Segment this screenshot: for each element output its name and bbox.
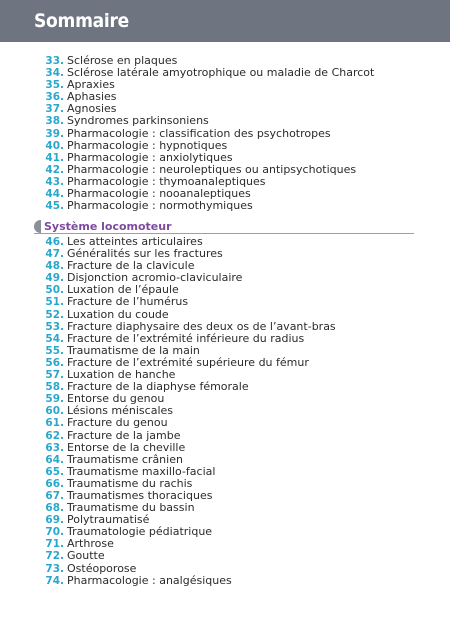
toc-entry-number: 59. [45,393,64,406]
section-divider [34,233,414,234]
toc-entry-number: 36. [45,91,64,104]
toc-entry-label: Entorse de la cheville [67,440,186,454]
toc-entry-number: 55. [45,344,64,357]
toc-entry-number: 45. [45,200,64,213]
page-header [0,0,450,42]
toc-entry-label: Pharmacologie : normothymiques [67,199,253,213]
toc-entry-label: Polytraumatisé [67,513,150,527]
toc-entry-label: Luxation de l’épaule [67,283,179,297]
toc-entry-number: 72. [45,550,64,563]
toc-entry-label: Traumatisme de la main [67,343,200,357]
toc-entry-label: Fracture diaphysaire des deux os de l’avant-bras [67,319,336,333]
toc-entry-label: Les atteintes articulaires [67,235,203,248]
toc-entry-label: Traumatismes thoraciques [67,488,213,502]
toc-entry-number: 74. [45,574,64,587]
toc-entry-label: Généralités sur les fractures [67,247,223,261]
toc-entry-label: Traumatisme du bassin [67,501,195,515]
toc-entry-number: 60. [45,405,64,418]
toc-entry-label: Fracture de l’humérus [67,295,189,309]
section-heading [34,220,414,234]
toc-entry-number: 41. [45,151,64,164]
toc-entry-label: Fracture du genou [67,416,168,430]
toc-entry-label: Aphasies [67,90,117,104]
toc-entry-label: Agnosies [67,102,117,116]
toc-entry-number: 71. [45,538,64,551]
toc-entry-label: Pharmacologie : analgésiques [67,573,232,587]
toc-entry-label: Pharmacologie : thymoanaleptiques [67,174,266,188]
toc-entry-number: 64. [45,453,64,466]
toc-entry-number: 57. [45,369,64,382]
toc-list-top [34,55,434,212]
toc-entry-number: 68. [45,502,64,515]
toc-entry-number: 73. [45,562,64,575]
toc-entry-number: 38. [45,115,64,128]
section-marker-icon [34,220,41,233]
toc-entry-number: 56. [45,356,64,369]
toc-entry-number: 52. [45,308,64,321]
toc-entry-label: Fracture de la diaphyse fémorale [67,380,249,394]
toc-entry-number: 39. [45,127,64,140]
toc-entry-label: Fracture de l’extrémité inférieure du radius [67,331,305,345]
toc-entry-number: 47. [45,248,64,261]
toc-entry-label: Pharmacologie : nooanaleptiques [67,187,251,201]
toc-entry-label: Arthrose [67,537,114,551]
toc-entry-number: 34. [45,67,64,80]
toc-entry-label: Apraxies [67,78,115,92]
page-title: Sommaire [34,10,129,32]
toc-entry-label: Pharmacologie : hypnotiques [67,138,228,152]
toc-entry-number: 35. [45,79,64,92]
toc-entry-label: Sclérose latérale amyotrophique ou maladie de Charcot [67,66,375,80]
toc-entry-number: 65. [45,465,64,478]
toc-entry[interactable] [34,575,434,587]
toc-entry-number: 33. [45,55,64,67]
toc-entry-label: Pharmacologie : neuroleptiques ou antipsychotiques [67,162,357,176]
toc-entry-label: Ostéoporose [67,561,137,575]
section-title: Système locomoteur [44,220,172,233]
toc-entry-number: 50. [45,284,64,297]
toc-entry-label: Pharmacologie : classification des psychotropes [67,126,331,140]
toc-entry-number: 54. [45,332,64,345]
toc-entry-number: 61. [45,417,64,430]
toc-entry-number: 67. [45,489,64,502]
toc-entry-number: 46. [45,236,64,248]
toc-entry-label: Fracture de l’extrémité supérieure du fémur [67,355,309,369]
toc-list-locomoteur [34,236,434,587]
toc-entry-label: Traumatisme maxillo-facial [67,464,216,478]
toc-entry-label: Disjonction acromio-claviculaire [67,271,243,285]
toc-entry-number: 48. [45,260,64,273]
toc-entry-label: Sclérose en plaques [67,54,178,67]
toc-entry-label: Fracture de la clavicule [67,259,195,273]
toc-entry-label: Traumatisme du rachis [67,476,193,490]
toc-entry-label: Fracture de la jambe [67,428,181,442]
toc-entry-label: Luxation de hanche [67,368,176,382]
toc-entry-number: 49. [45,272,64,285]
toc-entry-number: 37. [45,103,64,116]
toc-entry-number: 42. [45,163,64,176]
toc-entry-number: 40. [45,139,64,152]
toc-entry-label: Lésions méniscales [67,404,174,418]
toc-entry-number: 44. [45,188,64,201]
toc-entry-label: Pharmacologie : anxiolytiques [67,150,233,164]
toc-entry-label: Syndromes parkinsoniens [67,114,209,128]
toc-entry-number: 69. [45,514,64,527]
toc-entry-number: 53. [45,320,64,333]
toc-entry-label: Traumatisme crânien [67,452,183,466]
toc-entry-label: Traumatologie pédiatrique [67,525,213,539]
toc-entry-number: 58. [45,381,64,394]
toc-entry-number: 62. [45,429,64,442]
toc-entry[interactable] [34,200,434,212]
toc-entry-label: Goutte [67,549,105,563]
toc-entry-number: 43. [45,175,64,188]
toc-entry-number: 63. [45,441,64,454]
toc-entry-number: 70. [45,526,64,539]
toc-entry-number: 51. [45,296,64,309]
toc-entry-label: Entorse du genou [67,392,165,406]
toc-entry-label: Luxation du coude [67,307,169,321]
toc-entry-number: 66. [45,477,64,490]
